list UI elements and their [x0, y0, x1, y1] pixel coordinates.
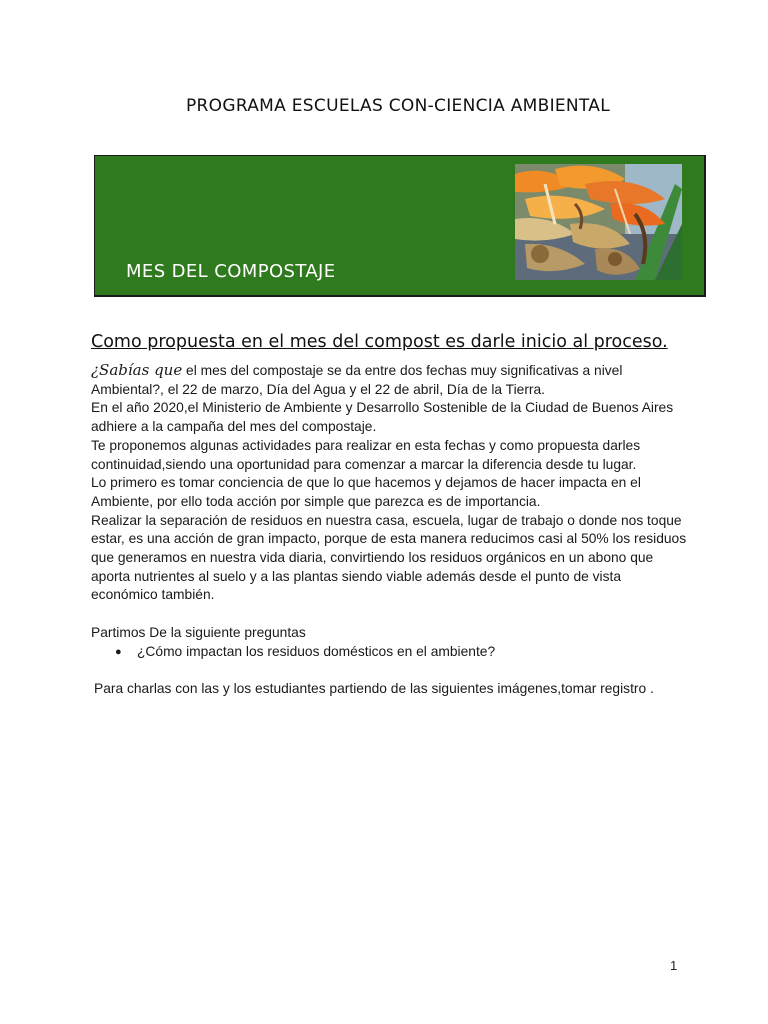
header-banner — [94, 155, 706, 297]
paragraph: Te proponemos algunas actividades para realizar en esta fechas y como propuesta darles continuidad,siendo una oportunidad para comenzar a marcar la diferencia desde tu lugar. — [91, 437, 641, 472]
intro-rest: el mes del compostaje se da entre dos fechas muy significativas a nivel Ambiental?, el 22 de marzo, Día del Agua y el 22 de abril, Día de la Tierra. — [91, 363, 623, 397]
paragraph: Realizar la separación de residuos en nuestra casa, escuela, lugar de trabajo o donde nos toque estar, es una acción de gran impacto, porque de esta manera reducimos casi al 50% los residuos que generamos en nuestra vida diaria, convirtiendo los residuos orgánicos en un abono que aporta nutrientes al suelo y a las plantas siendo viable además desde el punto de vista económico también. — [91, 512, 687, 603]
paragraph: Lo primero es tomar conciencia de que lo que hacemos y dejamos de hacer impacta en el Ambiente, por ello toda acción por simple que parezca es de importancia. — [91, 475, 641, 509]
paragraph: En el año 2020,el Ministerio de Ambiente y Desarrollo Sostenible de la Ciudad de Buenos Aires adhiere a la campaña del mes del compostaje. — [91, 400, 674, 435]
blank-line — [91, 605, 691, 624]
questions-intro: Partimos De la siguiente preguntas — [91, 624, 306, 640]
page-number: 1 — [670, 958, 678, 973]
list-item — [91, 643, 691, 662]
intro-paragraph — [91, 361, 691, 399]
closing-line: Para charlas con las y los estudiantes partiendo de las siguientes imágenes,tomar registro . — [94, 680, 654, 696]
intro-lead: ¿Sabías que — [91, 361, 183, 379]
bullet-icon: ● — [115, 645, 122, 658]
section-heading: Como propuesta en el mes del compost es darle inicio al proceso. — [91, 332, 668, 352]
page-title: PROGRAMA ESCUELAS CON-CIENCIA AMBIENTAL — [186, 96, 610, 116]
body-text — [91, 361, 691, 699]
compost-photo — [515, 164, 682, 280]
question-text: ¿Cómo impactan los residuos domésticos en el ambiente? — [137, 643, 496, 659]
banner-title: MES DEL COMPOSTAJE — [126, 261, 336, 282]
